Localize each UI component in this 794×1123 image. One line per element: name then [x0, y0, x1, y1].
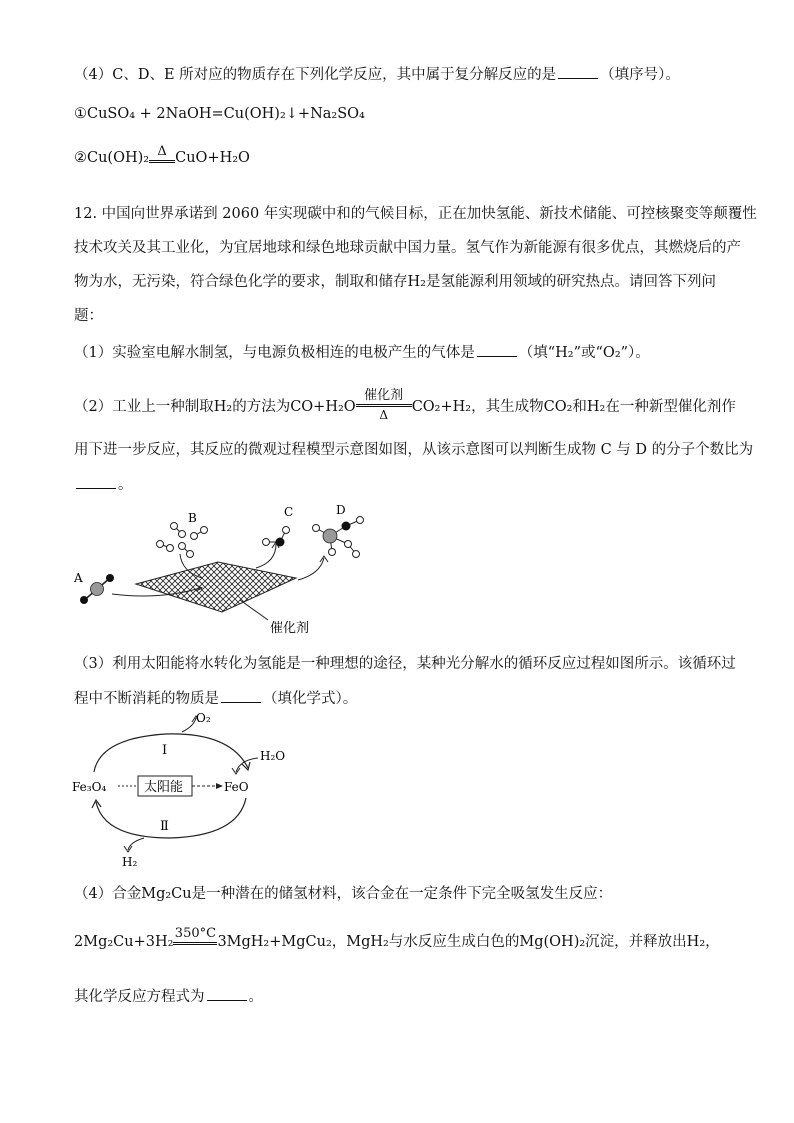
part-4-text: 其化学反应方程式为: [74, 989, 205, 1005]
reaction-1-equation: CuSO₄ + 2NaOH=Cu(OH)₂↓+Na₂SO₄: [87, 106, 365, 122]
reaction-2-left: Cu(OH)₂: [87, 150, 150, 166]
answer-blank[interactable]: [76, 474, 116, 489]
formula-h2: H₂: [686, 934, 706, 950]
period: 。: [118, 477, 133, 493]
part-2-text: 和: [572, 399, 587, 415]
reaction-1-number: ①: [74, 106, 87, 122]
h2o-label: H₂O: [260, 749, 286, 763]
q12-part-2-line-3: [74, 474, 133, 495]
reaction-path-ii: [96, 798, 246, 838]
equation-condition-top: 催化剂: [364, 388, 404, 403]
stem-text: 物为水，无污染，符合绿色化学的要求，制取和储存: [74, 274, 408, 290]
formula-h2: H₂: [213, 399, 233, 415]
reaction-1: [74, 104, 365, 124]
equation-condition-bottom: Δ: [379, 408, 389, 422]
atom-oxygen: [80, 596, 88, 604]
atom-oxygen: [106, 574, 114, 582]
q4-tail-text: （填序号）。: [600, 67, 680, 83]
catalyst-arrow: [356, 388, 412, 422]
q12-part-4-line-2: [74, 926, 720, 952]
part-4-text: （4）合金: [74, 886, 142, 902]
q4-intro-line: [74, 64, 680, 85]
formula-mg2cu: Mg₂Cu: [141, 886, 192, 902]
equation-condition-top: 350°C: [174, 926, 217, 941]
molecular-model-figure: [70, 500, 370, 640]
hydrogen-molecules: [157, 523, 208, 558]
q12-part-3-line-1: （3）利用太阳能将水转化为氢能是一种理想的途径，某种光分解水的循环反应过程如图所示。该循环过: [74, 656, 736, 672]
part-1-text: （1）实验室电解水制氢，与电源负极相连的电极产生的气体是: [74, 345, 475, 361]
q12-part-1: [74, 342, 650, 363]
q12-stem-line-1: 12. 中国向世界承诺到 2060 年实现碳中和的气候目标，正在加快氢能、新技术储能、可控核聚变等颠覆性: [74, 206, 757, 222]
part-2-text: （2）工业上一种制取: [74, 399, 214, 415]
catalyst-sheet: [136, 562, 296, 612]
label-d: D: [336, 503, 346, 517]
q12-part-2: [74, 390, 736, 424]
formula-h2: H₂: [586, 399, 606, 415]
punctuation: ，: [705, 934, 720, 950]
part-1-hint: （填“H₂”或“O₂”）。: [518, 345, 650, 361]
answer-blank[interactable]: [207, 986, 247, 1001]
water-molecule: [263, 527, 290, 547]
reaction-2-right: CuO+H₂O: [175, 150, 250, 166]
answer-blank[interactable]: [558, 64, 598, 79]
reaction-2-number: ②: [74, 150, 87, 166]
period: 。: [248, 989, 263, 1005]
equation-left: 2Mg₂Cu+3H₂: [74, 934, 174, 950]
reaction-2-arrow: [149, 144, 175, 164]
part-3-text: 程中不断消耗的物质是: [74, 691, 219, 707]
methanol-molecule: [313, 517, 364, 558]
q12-stem-line-2: 技术攻关及其工业化，为宜居地球和绿色地球贡献中国力量。氢气作为新能源有很多优点，其燃烧后的产: [74, 240, 741, 256]
part-2-text: ，其生成物: [471, 399, 544, 415]
equation-left: CO+H₂O: [290, 399, 356, 415]
formula-co2: CO₂: [543, 399, 573, 415]
q4-intro-text: （4）C、D、E 所对应的物质存在下列化学反应，其中属于复分解反应的是: [74, 67, 557, 83]
fe3o4-label: Fe₃O₄: [72, 780, 107, 794]
q12-stem-line-3: [74, 272, 716, 292]
stem-text: 是氢能源利用领域的研究热点。请回答下列问: [425, 274, 716, 290]
label-c: C: [284, 505, 294, 519]
catalyst-label: 催化剂: [270, 621, 310, 636]
o2-label: O₂: [196, 711, 211, 725]
catalyst-pointer: [240, 600, 268, 620]
label-b: B: [188, 511, 197, 525]
reaction-2: [74, 144, 250, 168]
q12-part-2-line-2: 用下进一步反应，其反应的微观过程模型示意图如图，从该示意图可以判断生成物 C 与 D 的分子个数比为: [74, 442, 754, 458]
formula-h2: H₂: [407, 274, 426, 290]
step-i-label: Ⅰ: [162, 743, 168, 758]
part-4-text: ，MgH₂与水反应生成白色的: [331, 934, 520, 950]
temperature-arrow: [173, 926, 217, 946]
part-3-hint: （填化学式）。: [263, 691, 358, 707]
step-ii-label: Ⅱ: [160, 819, 169, 834]
label-a: A: [74, 571, 83, 585]
part-4-text: 沉淀，并释放出: [585, 934, 687, 950]
atom-carbon: [91, 583, 104, 596]
q12-part-4-line-1: [74, 884, 612, 904]
q12-part-4-line-3: [74, 986, 263, 1007]
part-4-text: 是一种潜在的储氢材料，该合金在一定条件下完全吸氢发生反应：: [191, 886, 613, 902]
formula-mgoh2: Mg(OH)₂: [519, 934, 586, 950]
reaction-path-i: [94, 734, 248, 772]
part-2-text: 在一种新型催化剂作: [605, 399, 736, 415]
q12-stem-line-4: 题：: [74, 308, 103, 324]
answer-blank[interactable]: [477, 342, 517, 357]
equation-right: CO₂+H₂: [411, 399, 472, 415]
reaction-2-condition: Δ: [157, 144, 167, 159]
feo-label: FeO: [224, 780, 249, 794]
solar-energy-label: 太阳能: [144, 780, 184, 795]
equation-right: 3MgH₂+MgCu₂: [217, 934, 332, 950]
water-splitting-cycle-figure: [70, 706, 300, 872]
part-2-text: 的方法为: [232, 399, 291, 415]
answer-blank[interactable]: [221, 688, 261, 703]
h2-label: H₂: [122, 855, 138, 869]
